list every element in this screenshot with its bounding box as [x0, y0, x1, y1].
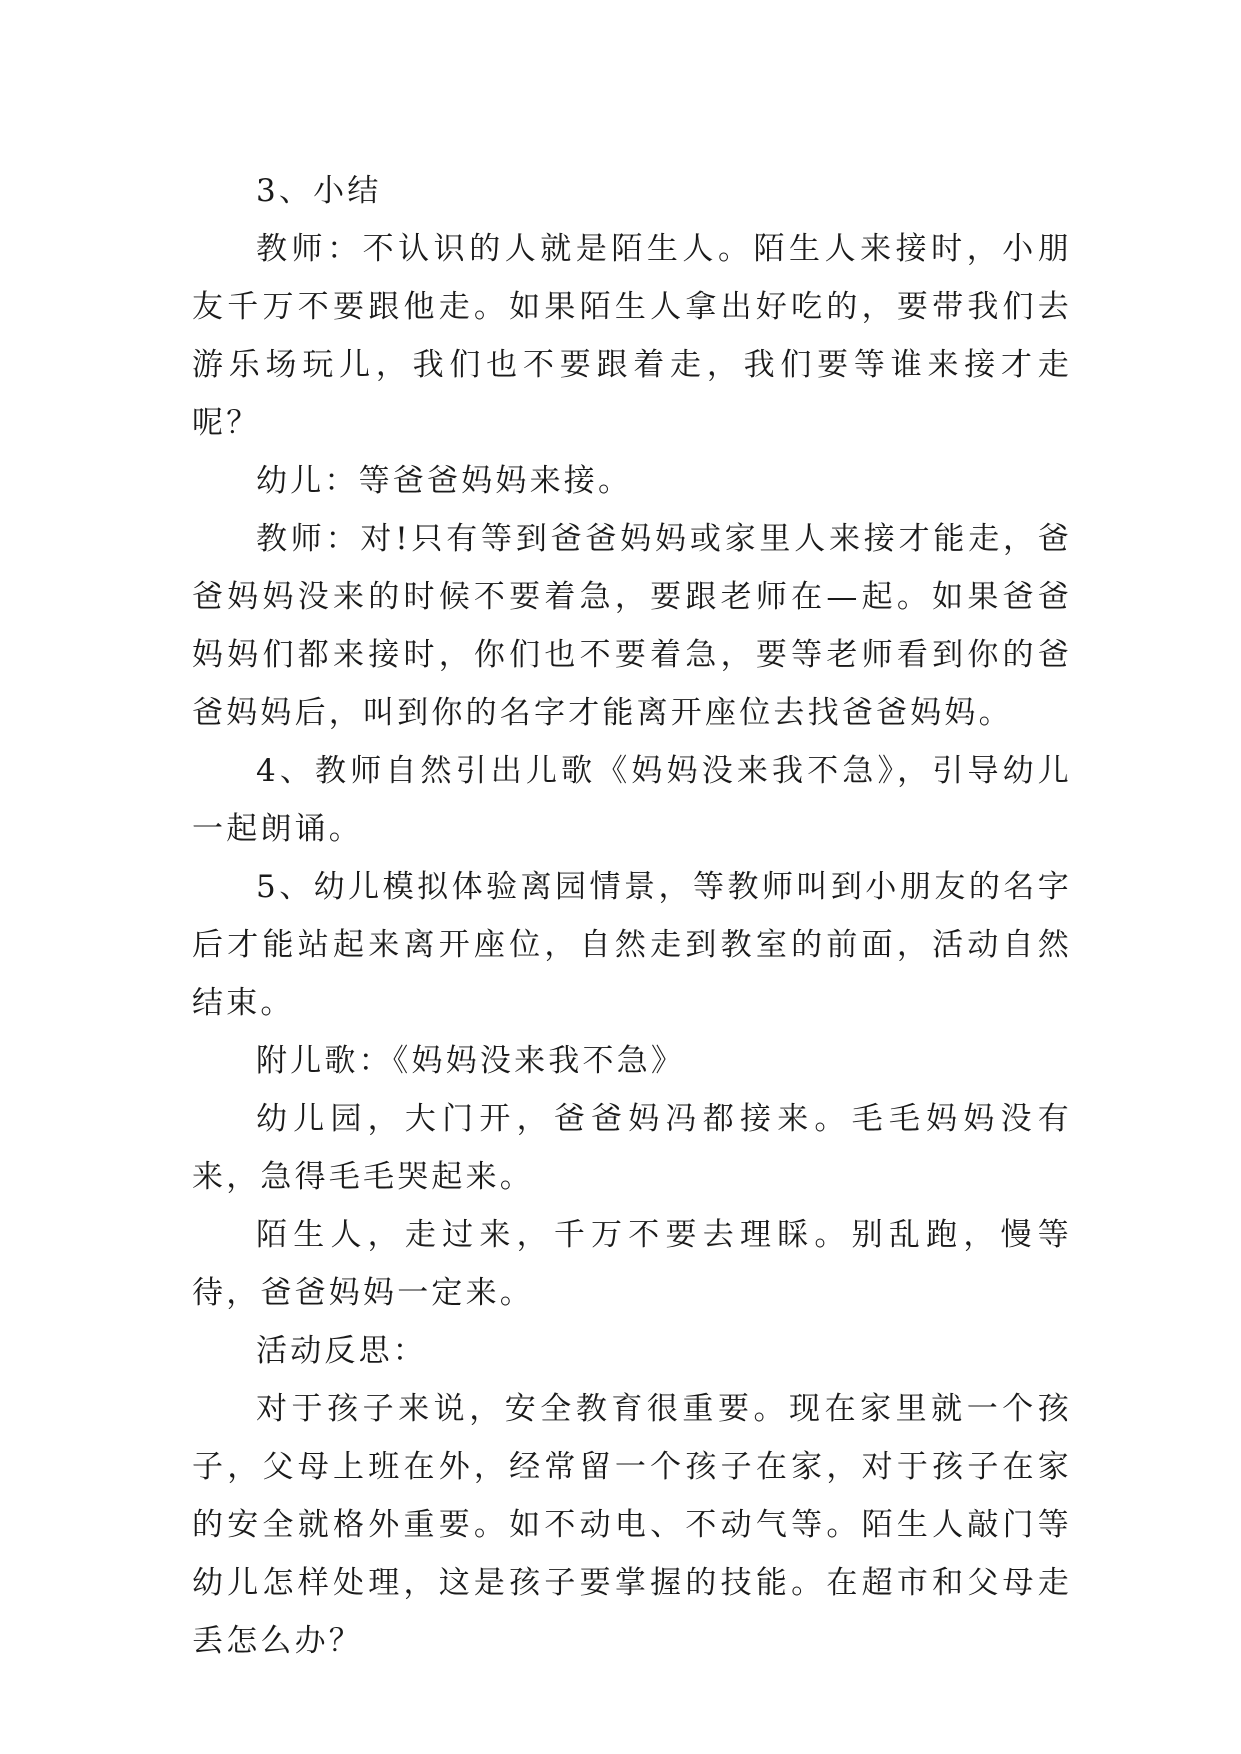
document-body — [192, 162, 1072, 1670]
reflection-heading: 活动反思： — [256, 1333, 427, 1369]
paragraph-step-5: 5、幼儿模拟体验离园情景，等教师叫到小朋友的名字后才能站起来离开座位，自然走到教室的前面，活动自然结束。 — [192, 869, 1072, 1021]
paragraph-child-reply: 幼儿：等爸爸妈妈来接。 — [256, 463, 633, 499]
paragraph-step-4: 4、教师自然引出儿歌《妈妈没来我不急》，引导幼儿一起朗诵。 — [192, 753, 1072, 847]
song-verse-1: 幼儿园，大门开，爸爸妈冯都接来。毛毛妈妈没有来，急得毛毛哭起来。 — [192, 1101, 1072, 1195]
reflection-paragraph: 对于孩子来说，安全教育很重要。现在家里就一个孩子，父母上班在外，经常留一个孩子在家，对于孩子在家的安全就格外重要。如不动电、不动气等。陌生人敲门等幼儿怎样处理，这是孩子要掌握的技能。在超市和父母走丢怎么办？ — [192, 1391, 1072, 1659]
song-verse-2: 陌生人，走过来，千万不要去理睬。别乱跑，慢等待，爸爸妈妈一定来。 — [192, 1217, 1072, 1311]
paragraph-teacher-wait: 教师：对!只有等到爸爸妈妈或家里人来接才能走，爸爸妈妈没来的时候不要着急，要跟老师在—起。如果爸爸妈妈们都来接时，你们也不要着急，要等老师看到你的爸爸妈妈后，叫到你的名字才能离开座位去找爸爸妈妈。 — [192, 521, 1072, 731]
paragraph-teacher-strangers: 教师：不认识的人就是陌生人。陌生人来接时，小朋友千万不要跟他走。如果陌生人拿出好吃的，要带我们去游乐场玩儿，我们也不要跟着走，我们要等谁来接才走呢？ — [192, 231, 1072, 441]
song-title: 附儿歌：《妈妈没来我不急》 — [256, 1043, 686, 1079]
section-heading-summary: 3、小结 — [256, 173, 382, 209]
